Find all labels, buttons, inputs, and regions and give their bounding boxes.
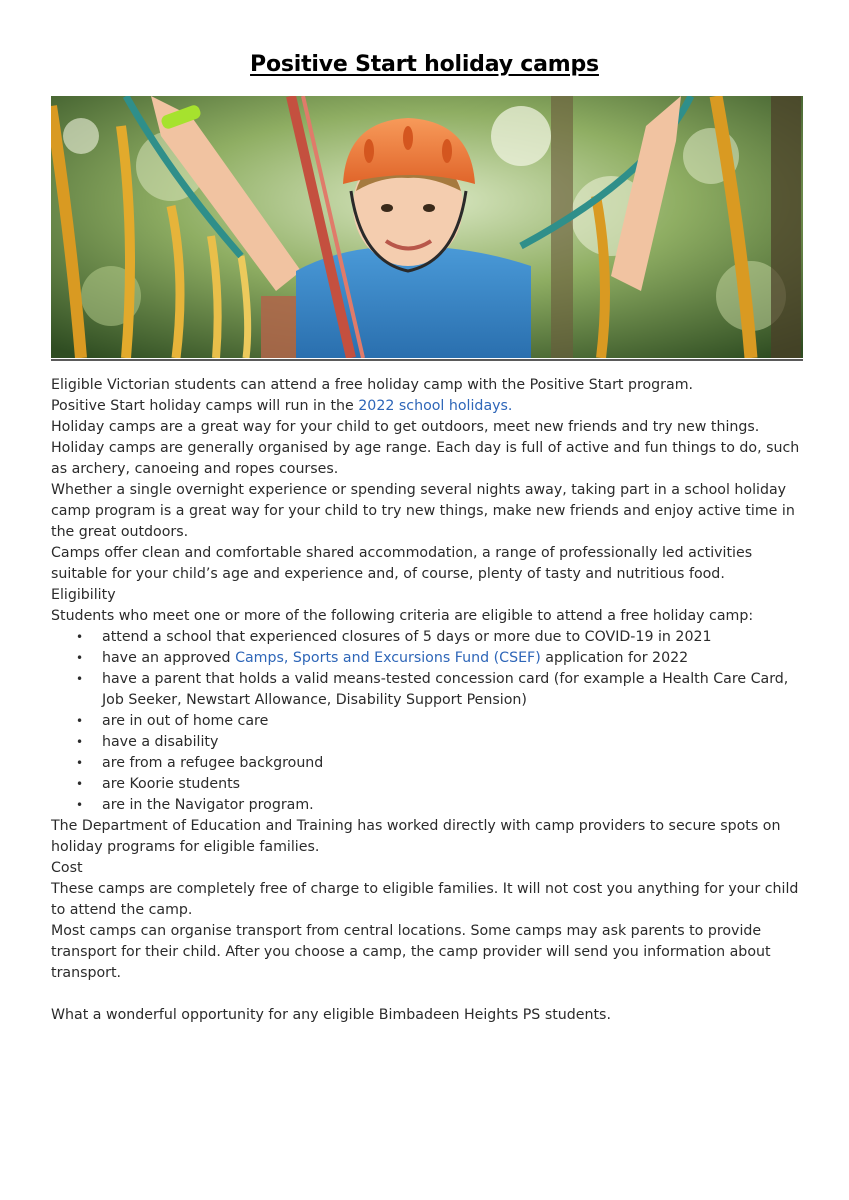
list-item [51,711,811,732]
spacer [51,984,811,1005]
list-item-text: are from a refugee background [102,755,324,771]
paragraph: Whether a single overnight experience or spending several nights away, taking part in a school holiday camp program is a great way for your child to try new things, make new friends and enjoy active time in the great outdoors. [51,482,795,540]
csef-link[interactable]: Camps, Sports and Excursions Fund (CSEF) [235,650,541,666]
list-item-text: have a disability [102,734,219,750]
list-item [51,627,811,648]
paragraph: These camps are completely free of charge to eligible families. It will not cost you anything for your child to attend the camp. [51,881,799,918]
hero-photo [51,96,803,358]
bullet-icon: • [76,651,84,665]
list-item-text: have an approved [102,650,236,666]
school-holidays-link[interactable]: 2022 school holidays. [358,398,513,414]
child-on-rope-course-illustration [51,96,803,358]
bullet-icon: • [76,777,84,791]
list-item [51,795,811,816]
list-item-text: are in the Navigator program. [102,797,314,813]
paragraph: Students who meet one or more of the following criteria are eligible to attend a free holiday camp: [51,608,754,624]
cost-heading: Cost [51,860,83,876]
list-item [51,732,811,753]
closing-paragraph: What a wonderful opportunity for any eligible Bimbadeen Heights PS students. [51,1007,611,1023]
paragraph: Most camps can organise transport from central locations. Some camps may ask parents to provide transport for their child. After you choose a camp, the camp provider will send you information about transport. [51,923,771,981]
image-bottom-rule [51,359,803,361]
bullet-icon: • [76,630,84,644]
page-title: Positive Start holiday camps [250,52,599,77]
bullet-icon: • [76,798,84,812]
bullet-icon: • [76,756,84,770]
bullet-icon: • [76,672,84,686]
paragraph: Camps offer clean and comfortable shared accommodation, a range of professionally led activities suitable for your child’s age and experience and, of course, plenty of tasty and nutritious food. [51,545,753,582]
bullet-icon: • [76,714,84,728]
paragraph [51,396,811,417]
list-item [51,774,811,795]
paragraph: Holiday camps are a great way for your child to get outdoors, meet new friends and try new things. Holiday camps are generally organised by age range. Each day is full of active and fun things to do, such as archery, canoeing and ropes courses. [51,419,800,477]
list-item-text: attend a school that experienced closures of 5 days or more due to COVID-19 in 2021 [102,629,712,645]
eligibility-heading: Eligibility [51,587,116,603]
list-item [51,648,811,669]
text-span: Positive Start holiday camps will run in the [51,398,359,414]
paragraph: The Department of Education and Training has worked directly with camp providers to secure spots on holiday programs for eligible families. [51,818,781,855]
bullet-icon: • [76,735,84,749]
eligibility-criteria-list [51,627,811,816]
article-body [51,375,811,1026]
list-item [51,669,811,711]
list-item [51,753,811,774]
list-item-text: are in out of home care [102,713,269,729]
list-item-text: have a parent that holds a valid means-tested concession card (for example a Health Care Card, Job Seeker, Newstart Allowance, Disability Support Pension) [102,671,789,708]
list-item-text: are Koorie students [102,776,241,792]
list-item-text: application for 2022 [540,650,689,666]
paragraph: Eligible Victorian students can attend a free holiday camp with the Positive Start program. [51,377,694,393]
